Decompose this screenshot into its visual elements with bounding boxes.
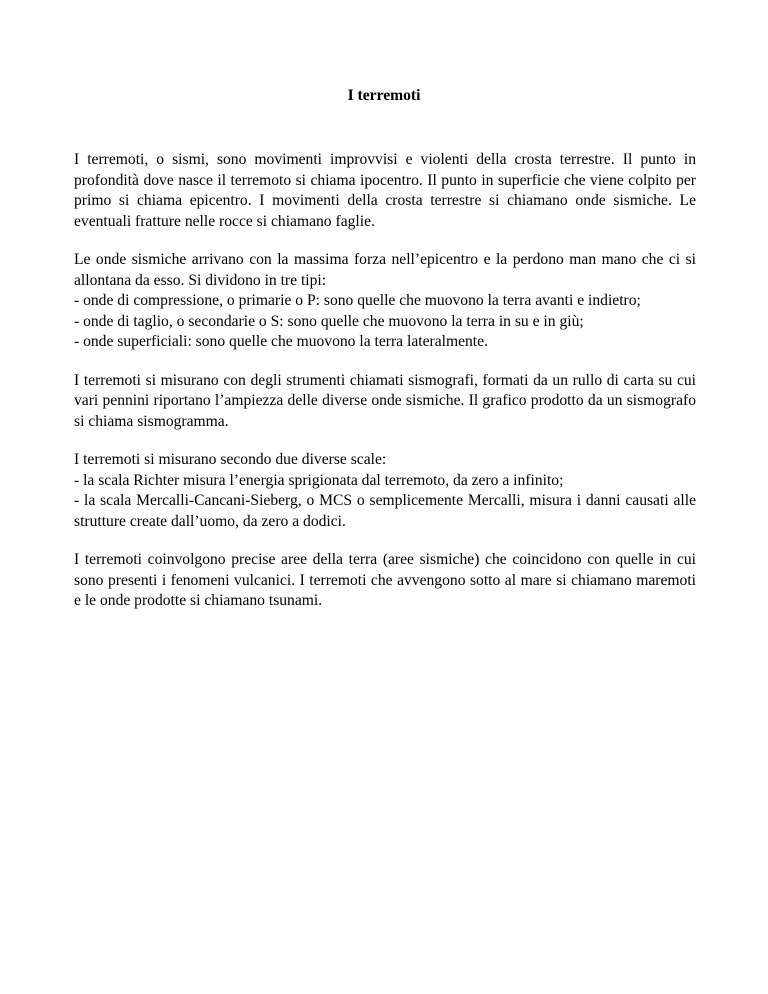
paragraph-intro: Le onde sismiche arrivano con la massima forza nell’epicentro e la perdono man mano che ci si allontana da esso. Si dividono in tre tipi: (74, 251, 696, 289)
document-title: I terremoti (347, 87, 421, 104)
paragraph-scales (74, 450, 696, 532)
paragraph-intro: I terremoti si misurano secondo due diverse scale: (74, 451, 387, 468)
list-item: - onde superficiali: sono quelle che muovono la terra lateralmente. (74, 333, 488, 350)
list-item: - la scala Mercalli-Cancani-Sieberg, o MCS o semplicemente Mercalli, misura i danni causati alle strutture create dall’uomo, da zero a dodici. (74, 492, 696, 530)
paragraph-seismic-waves (74, 250, 696, 353)
paragraph-text: I terremoti si misurano con degli strumenti chiamati sismografi, formati da un rullo di carta su cui vari pennini riportano l’ampiezza delle diverse onde sismiche. Il grafico prodotto da un sismografo si chiama sismogramma. (74, 371, 696, 430)
paragraph-seismic-areas (74, 550, 696, 612)
list-item: - onde di compressione, o primarie o P: sono quelle che muovono la terra avanti e indietro; (74, 292, 641, 309)
paragraph-seismographs (74, 371, 696, 433)
document-body (74, 150, 696, 630)
paragraph-definition (74, 150, 696, 232)
list-item: - la scala Richter misura l’energia sprigionata dal terremoto, da zero a infinito; (74, 471, 564, 489)
list-item: - onde di taglio, o secondarie o S: sono quelle che muovono la terra in su e in giù; (74, 312, 584, 330)
paragraph-text: I terremoti coinvolgono precise aree della terra (aree sismiche) che coincidono con quelle in cui sono presenti i fenomeni vulcanici. I terremoti che avvengono sotto al mare si chiamano maremoti e le onde prodotte si chiamano tsunami. (74, 551, 696, 609)
paragraph-text: I terremoti, o sismi, sono movimenti improvvisi e violenti della crosta terrestre. Il punto in profondità dove nasce il terremoto si chiama ipocentro. Il punto in superficie che viene colpito per primo si chiama epicentro. I movimenti della crosta terrestre si chiamano onde sismiche. Le eventuali fratture nelle rocce si chiamano faglie. (74, 151, 696, 230)
